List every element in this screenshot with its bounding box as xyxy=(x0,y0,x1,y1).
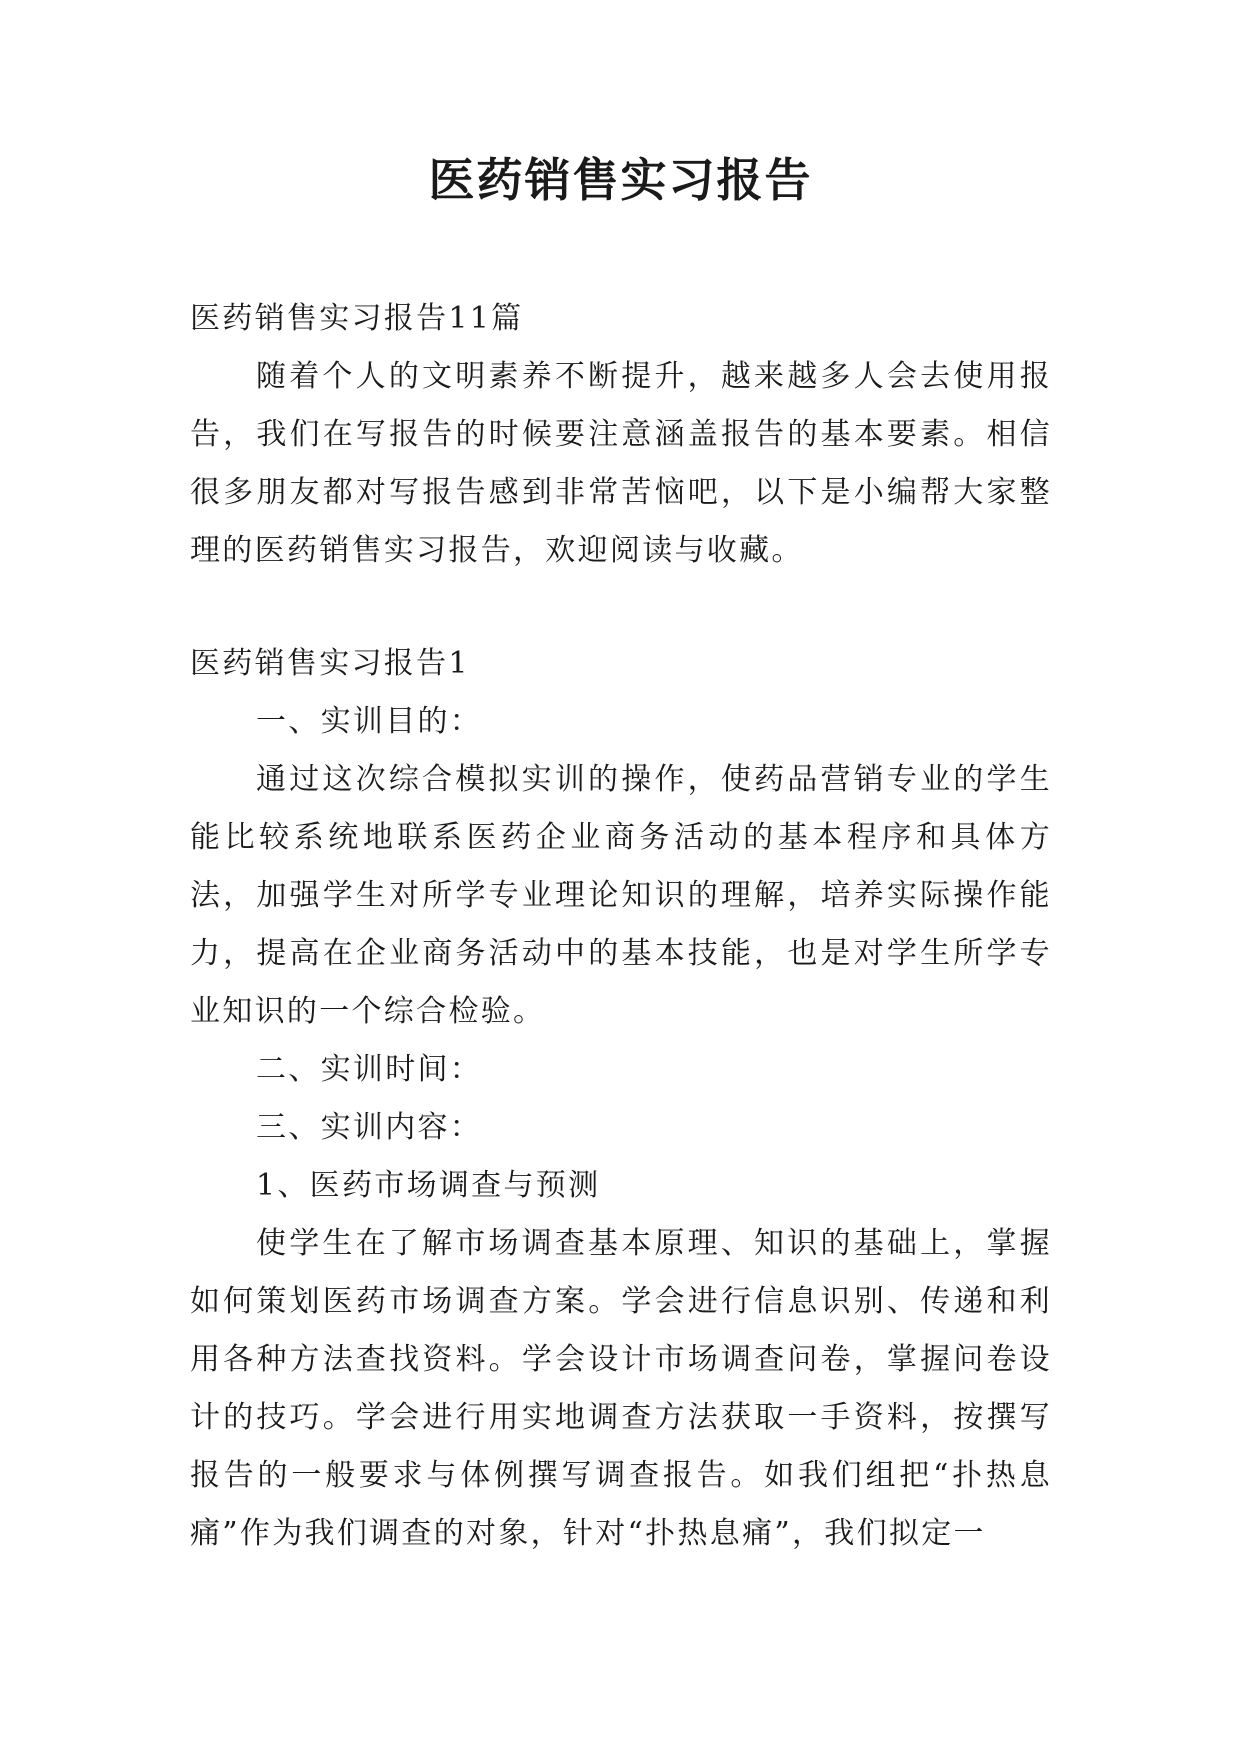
intro-block xyxy=(190,290,1052,580)
report-section xyxy=(190,635,1052,1563)
intro-paragraph: 随着个人的文明素养不断提升，越来越多人会去使用报告，我们在写报告的时候要注意涵盖报告的基本要素。相信很多朋友都对写报告感到非常苦恼吧，以下是小编帮大家整理的医药销售实习报告，欢迎阅读与收藏。 xyxy=(190,359,1052,568)
purpose-paragraph: 通过这次综合模拟实训的操作，使药品营销专业的学生能比较系统地联系医药企业商务活动的基本程序和具体方法，加强学生对所学专业理论知识的理解，培养实际操作能力，提高在企业商务活动中的基本技能，也是对学生所学专业知识的一个综合检验。 xyxy=(190,762,1052,1029)
document-subtitle: 医药销售实习报告11篇 xyxy=(190,301,524,336)
item1-heading: 1、医药市场调查与预测 xyxy=(256,1168,601,1203)
purpose-heading: 一、实训目的： xyxy=(256,704,483,739)
section-heading: 医药销售实习报告1 xyxy=(190,646,470,681)
time-heading: 二、实训时间： xyxy=(256,1052,483,1087)
document-title: 医药销售实习报告 xyxy=(428,153,813,207)
content-heading: 三、实训内容： xyxy=(256,1110,483,1145)
item1-paragraph: 使学生在了解市场调查基本原理、知识的基础上，掌握如何策划医药市场调查方案。学会进行信息识别、传递和利用各种方法查找资料。学会设计市场调查问卷，掌握问卷设计的技巧。学会进行用实地调查方法获取一手资料，按撰写报告的一般要求与体例撰写调查报告。如我们组把“扑热息痛”作为我们调查的对象，针对“扑热息痛”，我们拟定一 xyxy=(190,1226,1052,1551)
